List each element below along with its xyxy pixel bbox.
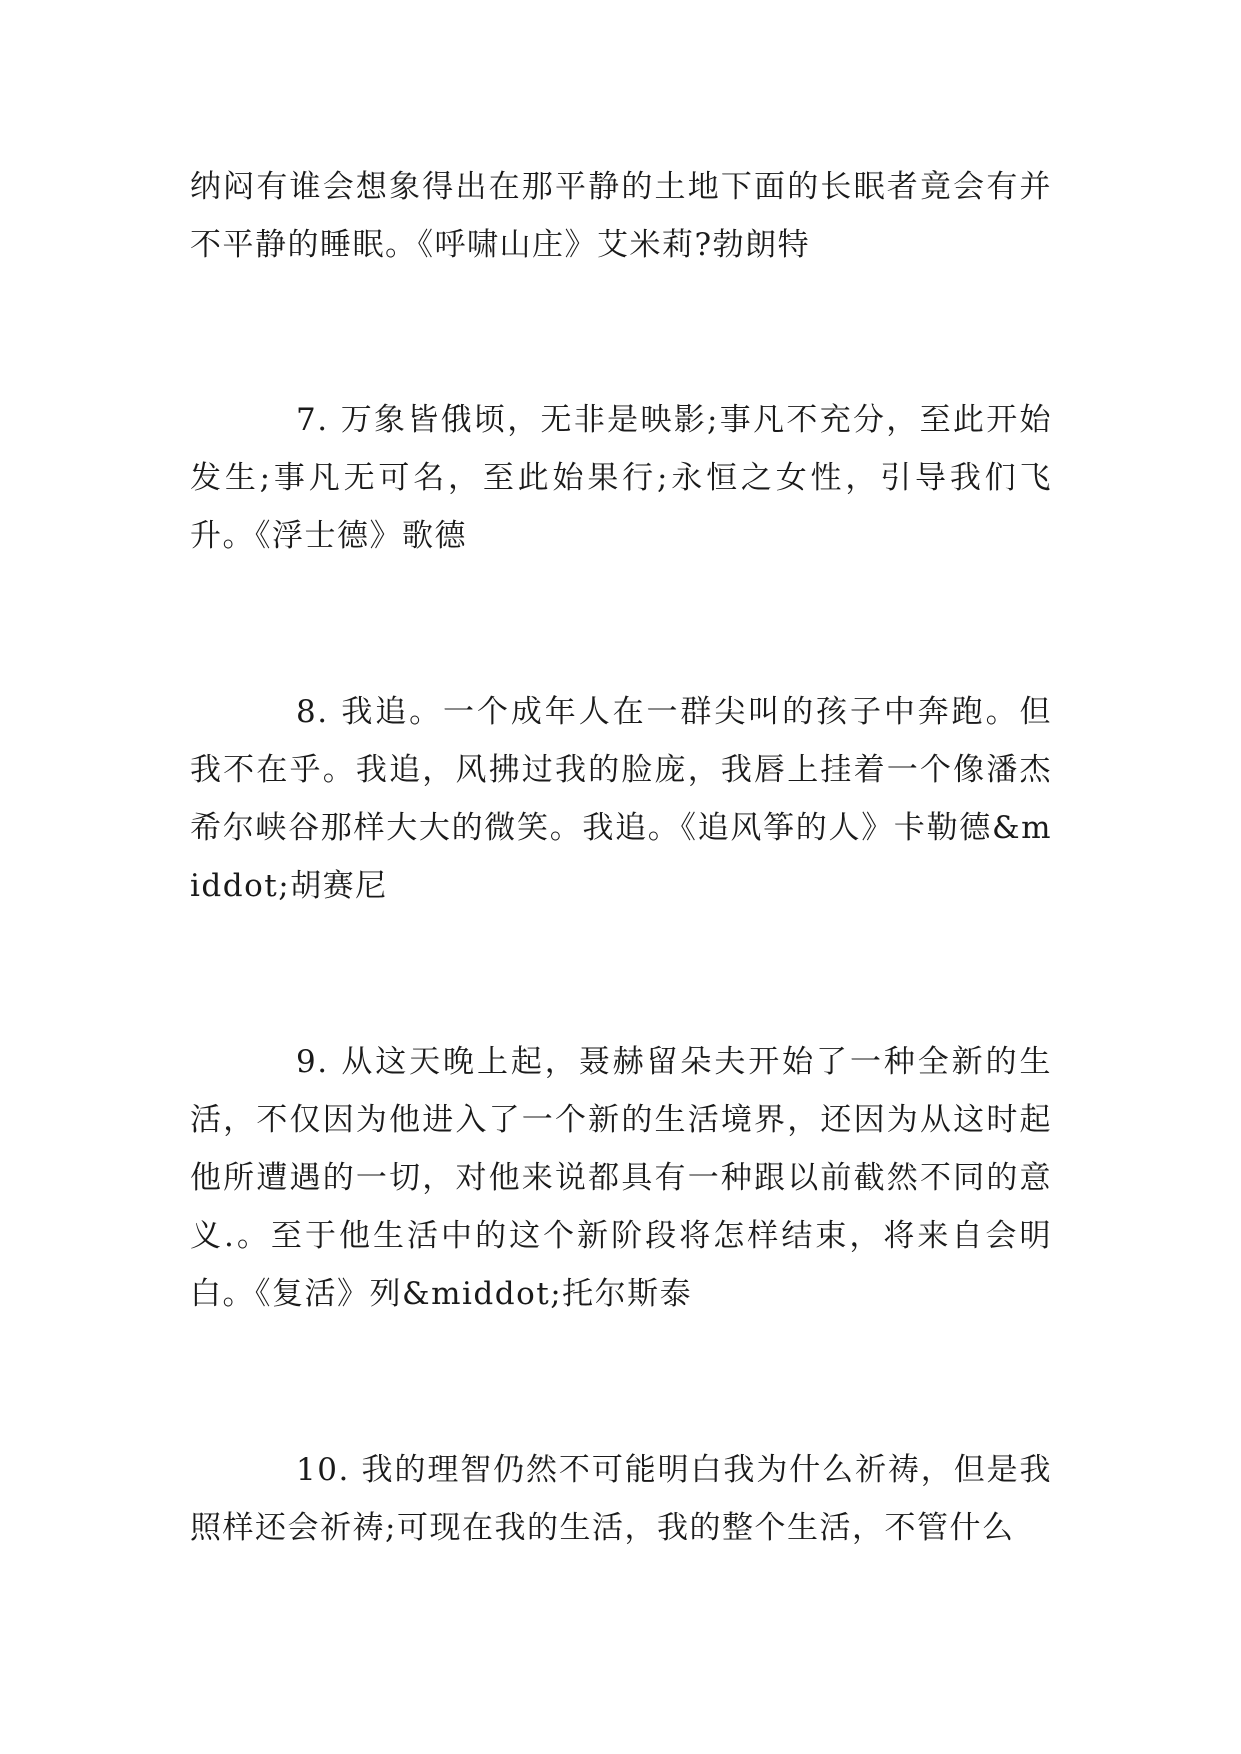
- paragraph-item-9: 9. 从这天晚上起，聂赫留朵夫开始了一种全新的生活，不仅因为他进入了一个新的生活境界，还因为从这时起他所遭遇的一切，对他来说都具有一种跟以前截然不同的意义.。至于他生活中的这个新阶段将怎样结束，将来自会明白。《复活》列&middot;托尔斯泰: [190, 1044, 1052, 1312]
- paragraph-item-7: 7. 万象皆俄顷，无非是映影;事凡不充分，至此开始发生;事凡无可名，至此始果行;永恒之女性，引导我们飞升。《浮士德》歌德: [190, 402, 1052, 554]
- paragraph-item-10: 10. 我的理智仍然不可能明白我为什么祈祷，但是我照样还会祈祷;可现在我的生活，我的整个生活，不管什么: [190, 1452, 1052, 1546]
- paragraph-continuation: 纳闷有谁会想象得出在那平静的土地下面的长眠者竟会有并不平静的睡眠。《呼啸山庄》艾米莉?勃朗特: [190, 169, 1052, 263]
- paragraph-item-8: 8. 我追。一个成年人在一群尖叫的孩子中奔跑。但我不在乎。我追，风拂过我的脸庞，我唇上挂着一个像潘杰希尔峡谷那样大大的微笑。我追。《追风筝的人》卡勒德&middot;胡赛尼: [190, 694, 1052, 904]
